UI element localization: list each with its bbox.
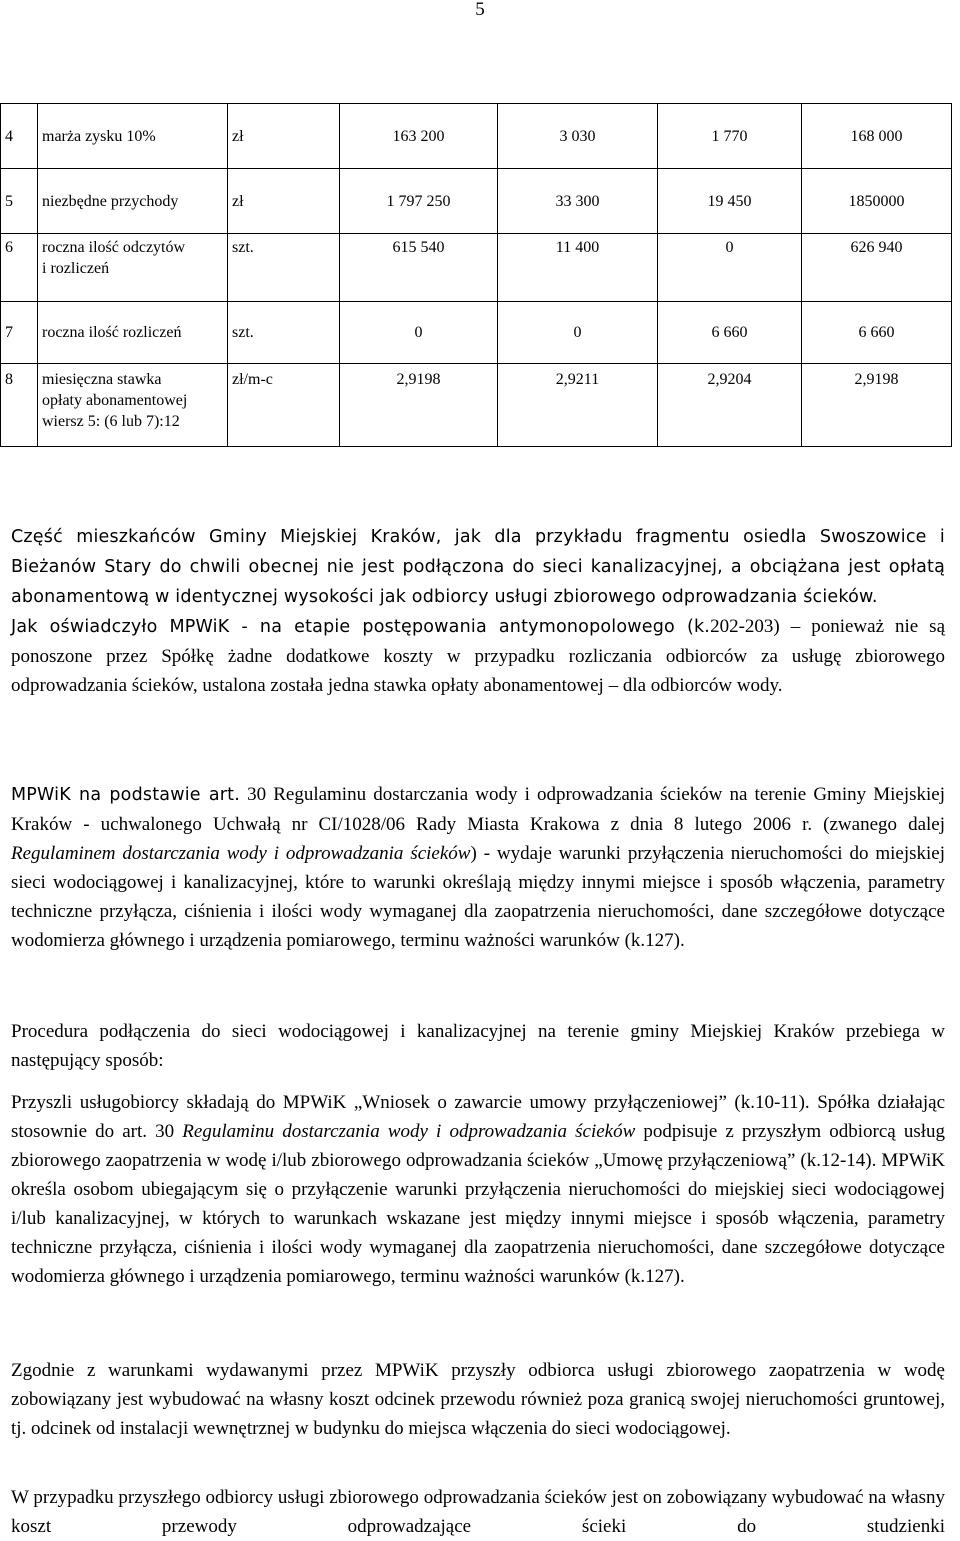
cell-value: 0	[658, 234, 802, 302]
cell-value: 615 540	[340, 234, 498, 302]
row-label-line: i rozliczeń	[42, 260, 110, 277]
row-unit: zł/m-c	[228, 364, 340, 447]
paragraph-procedure-intro	[11, 1017, 945, 1075]
row-number: 4	[1, 104, 38, 169]
cell-value: 163 200	[340, 104, 498, 169]
cell-value: 6 660	[658, 302, 802, 364]
table-row	[1, 234, 952, 302]
cell-value: 3 030	[498, 104, 658, 169]
table-row	[1, 364, 952, 447]
row-number: 7	[1, 302, 38, 364]
cell-value: 168 000	[802, 104, 952, 169]
tariff-table	[0, 103, 952, 447]
paragraph-text: Jak oświadczyło MPWiK - na etapie postępowania antymonopolowego (k.	[11, 617, 711, 637]
paragraph-text: Przyszli usługobiorcy składają do MPWiK „Wniosek o zawarcie umowy przyłączeniowej” (k.10-11). Spółka działając stosownie do art. 30	[11, 1092, 945, 1142]
paragraph-water-supply-obligation	[11, 1356, 945, 1443]
cell-value: 1 797 250	[340, 169, 498, 234]
paragraph-non-connected-residents	[11, 522, 945, 700]
table-row	[1, 104, 952, 169]
row-label: roczna ilość rozliczeń	[38, 302, 228, 364]
row-label-line: roczna ilość odczytów	[42, 239, 186, 256]
table-row	[1, 302, 952, 364]
row-number: 5	[1, 169, 38, 234]
row-unit: zł	[228, 169, 340, 234]
row-label-line: wiersz 5: (6 lub 7):12	[42, 413, 180, 430]
regulation-title: Regulaminem dostarczania wody i odprowadzania ścieków	[11, 843, 471, 864]
paragraph-text: 30 Regulaminu dostarczania wody i odprowadzania ścieków na terenie Gminy Miejskiej Kraków - uchwalonego Uchwałą nr CI/1028/06 Rady Miasta Krakowa z dnia 8 lutego 2006 r.	[11, 784, 945, 835]
row-unit: zł	[228, 104, 340, 169]
paragraph-text: 202-203) – ponieważ nie są ponoszone przez Spółkę żadne dodatkowe koszty w przypadku rozliczania odbiorców za usługę zbiorowego odprowadzania ścieków, ustalona została jedna stawka opłaty abonamentowej – dla odbiorców wody.	[11, 616, 946, 696]
row-label-line: miesięczna stawka	[42, 371, 162, 388]
cell-value: 2,9211	[498, 364, 658, 447]
cell-value: 2,9198	[340, 364, 498, 447]
cell-value: 0	[498, 302, 658, 364]
table-row	[1, 169, 952, 234]
row-number: 8	[1, 364, 38, 447]
paragraph-text: ) - wydaje warunki przyłączenia nieruchomości do miejskiej sieci wodociągowej i kanalizacyjnej, które to warunki określają między innymi miejsce i sposób włączenia, parametry techniczne przyłącza, ciśnienia i ilości wody wymaganej dla zaopatrzenia nieruchomości, dane szczegółowe dotyczące wodomierza głównego i urządzenia pomiarowego, terminu ważności warunków (k.127).	[11, 843, 945, 951]
cell-value: 2,9198	[802, 364, 952, 447]
cell-value: 0	[340, 302, 498, 364]
paragraph-connection-conditions	[11, 780, 945, 955]
regulation-title: Regulaminu dostarczania wody i odprowadzania ścieków	[182, 1121, 636, 1142]
row-label	[38, 234, 228, 302]
row-unit: szt.	[228, 302, 340, 364]
row-label	[38, 364, 228, 447]
cell-value: 11 400	[498, 234, 658, 302]
paragraph-procedure-steps	[11, 1088, 945, 1291]
paragraph-text: (zwanego dalej	[812, 814, 945, 835]
row-number: 6	[1, 234, 38, 302]
paragraph-text: Procedura podłączenia do sieci wodociągowej i kanalizacyjnej na terenie gminy Miejskiej Kraków przebiega w następujący sposób:	[11, 1021, 945, 1071]
paragraph-sewage-obligation	[11, 1483, 945, 1541]
cell-value: 6 660	[802, 302, 952, 364]
paragraph-text: W przypadku przyszłego odbiorcy usługi zbiorowego odprowadzania ścieków jest on zobowiązany wybudować na własny koszt przewody odprowadzające ścieki do studzienki	[11, 1487, 945, 1537]
row-label: niezbędne przychody	[38, 169, 228, 234]
cell-value: 1850000	[802, 169, 952, 234]
cell-value: 626 940	[802, 234, 952, 302]
row-label: marża zysku 10%	[38, 104, 228, 169]
page-number: 5	[475, 0, 485, 20]
paragraph-text: Zgodnie z warunkami wydawanymi przez MPWiK przyszły odbiorca usługi zbiorowego zaopatrzenia w wodę zobowiązany jest wybudować na własny koszt odcinek przewodu również poza granicą swojej nieruchomości gruntowej, tj. odcinek od instalacji wewnętrznej w budynku do miejsca włączenia do sieci wodociągowej.	[11, 1360, 945, 1439]
row-unit: szt.	[228, 234, 340, 302]
cell-value: 1 770	[658, 104, 802, 169]
row-label-line: opłaty abonamentowej	[42, 392, 188, 409]
paragraph-text: podpisuje z przyszłym odbiorcą usług zbiorowego zaopatrzenia w wodę i/lub zbiorowego odprowadzania ścieków „Umowę przyłączeniową” (k.12-14). MPWiK określa osobom ubiegającym się o przyłączenie warunki przyłączenia nieruchomości do miejskiej sieci wodociągowej i/lub kanalizacyjnej, w których to warunkach wskazane jest między innymi miejsce i sposób włączenia, parametry techniczne przyłącza, ciśnienia i ilości wody wymaganej dla zaopatrzenia nieruchomości, dane szczegółowe dotyczące wodomierza głównego i urządzenia pomiarowego, terminu ważności warunków (k.127).	[11, 1121, 946, 1287]
cell-value: 33 300	[498, 169, 658, 234]
cell-value: 2,9204	[658, 364, 802, 447]
paragraph-text: Część mieszkańców Gminy Miejskiej Kraków, jak dla przykładu fragmentu osiedla Swoszowice i Bieżanów Stary do chwili obecnej nie jest podłączona do sieci kanalizacyjnej, a obciążana jest opłatą abonamentową w identycznej wysokości jak odbiorcy usługi zbiorowego odprowadzania ścieków.	[11, 527, 945, 607]
paragraph-text: MPWiK na podstawie art.	[11, 785, 240, 805]
cell-value: 19 450	[658, 169, 802, 234]
